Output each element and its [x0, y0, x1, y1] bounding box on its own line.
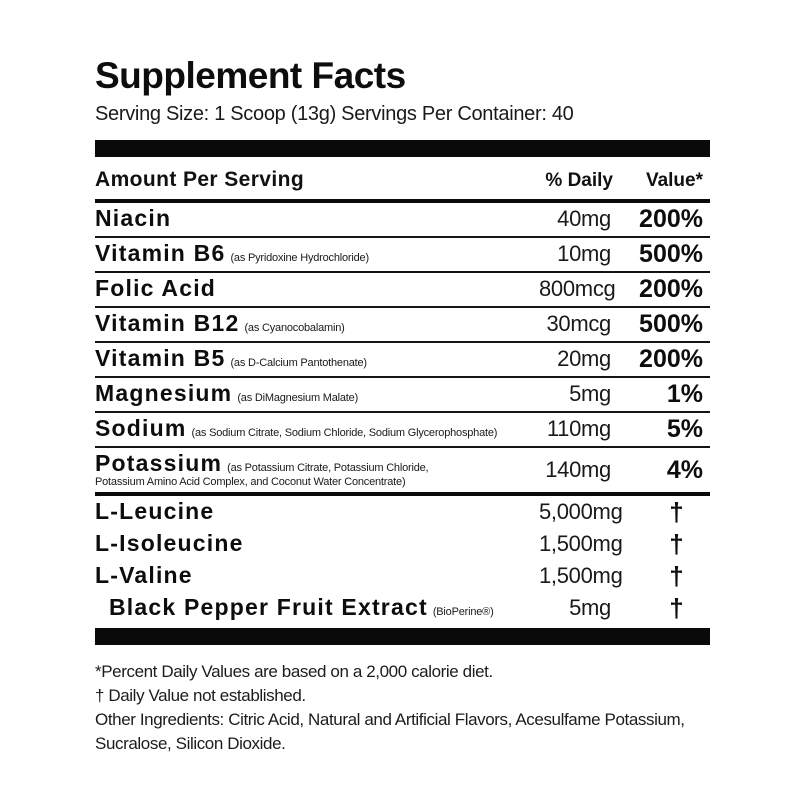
nutrient-name: Niacin	[95, 205, 172, 232]
nutrient-amount: 5mg	[569, 381, 611, 407]
ingredient-name: L-Valine	[95, 562, 193, 589]
nutrient-daily-value: 200%	[639, 204, 703, 233]
nutrient-source-detail: (as Sodium Citrate, Sodium Chloride, Sodium Glycerophosphate)	[191, 427, 498, 440]
percent-daily-header: % Daily	[545, 169, 613, 191]
footnote-other-ingredients-line1: Other Ingredients: Citric Acid, Natural and Artificial Flavors, Acesulfame Potassium,	[95, 710, 685, 730]
nutrient-amount: 30mcg	[546, 311, 611, 337]
nutrient-row-niacin	[95, 203, 710, 238]
value-header: Value*	[645, 169, 703, 191]
ingredient-row-black-pepper-fruit-extract	[95, 592, 710, 624]
nutrient-amount: 110mg	[546, 416, 611, 442]
nutrient-source-detail: (as Pyridoxine Hydrochloride)	[230, 252, 369, 265]
daily-value-dagger: †	[669, 496, 684, 527]
ingredient-amount: 5mg	[569, 595, 611, 621]
ingredient-amount: 5,000mg	[539, 499, 623, 525]
nutrient-name: Folic Acid	[95, 275, 217, 302]
bottom-divider-bar	[95, 628, 710, 645]
footnote-daily-value-not-established: † Daily Value not established.	[95, 686, 306, 706]
amount-per-serving-header: Amount Per Serving	[95, 167, 305, 191]
ingredient-source-detail: (BioPerine®)	[432, 606, 494, 619]
daily-value-dagger: †	[669, 592, 684, 623]
footnote-other-ingredients-line2: Sucralose, Silicon Dioxide.	[95, 734, 286, 754]
ingredient-name: L-Leucine	[95, 498, 215, 525]
nutrient-source-detail-line2: Potassium Amino Acid Complex, and Coconut Water Concentrate)	[95, 476, 406, 489]
nutrient-row-potassium	[95, 448, 710, 496]
ingredient-amount: 1,500mg	[539, 563, 623, 589]
panel-title: Supplement Facts	[95, 55, 406, 96]
nutrient-daily-value: 500%	[639, 309, 703, 338]
nutrient-amount: 10mg	[557, 241, 611, 267]
nutrient-amount: 800mcg	[539, 276, 616, 302]
nutrient-source-detail: (as D-Calcium Pantothenate)	[230, 357, 367, 370]
nutrient-row-magnesium	[95, 378, 710, 413]
nutrient-daily-value: 200%	[639, 344, 703, 373]
nutrient-row-vitamin-b6	[95, 238, 710, 273]
nutrient-daily-value: 200%	[639, 274, 703, 303]
nutrient-amount: 140mg	[545, 457, 611, 483]
nutrient-daily-value: 5%	[666, 414, 703, 443]
nutrient-name: Vitamin B6	[95, 240, 226, 267]
daily-value-dagger: †	[669, 560, 684, 591]
ingredient-amount: 1,500mg	[539, 531, 623, 557]
nutrient-amount: 40mg	[557, 206, 611, 232]
nutrient-name: Sodium	[95, 415, 187, 442]
nutrient-name: Vitamin B5	[95, 345, 226, 372]
nutrient-row-sodium	[95, 413, 710, 448]
nutrient-row-vitamin-b12	[95, 308, 710, 343]
top-divider-bar	[95, 140, 710, 157]
daily-value-dagger: †	[669, 528, 684, 559]
nutrient-daily-value: 1%	[666, 379, 703, 408]
footnote-percent-daily-values: *Percent Daily Values are based on a 2,000 calorie diet.	[95, 662, 493, 682]
nutrient-source-detail: (as Cyanocobalamin)	[244, 322, 345, 335]
ingredient-row-l-valine	[95, 560, 710, 592]
ingredient-row-l-isoleucine	[95, 528, 710, 560]
nutrient-row-vitamin-b5	[95, 343, 710, 378]
column-header-row	[95, 157, 710, 199]
footnotes	[95, 660, 710, 756]
supplement-facts-panel	[95, 57, 710, 756]
nutrient-name: Magnesium	[95, 380, 233, 407]
nutrient-row-folic-acid	[95, 273, 710, 308]
nutrient-source-detail: (as DiMagnesium Malate)	[237, 392, 359, 405]
nutrient-daily-value: 4%	[666, 455, 703, 484]
nutrient-name: Potassium	[95, 449, 223, 476]
nutrient-source-detail: (as Potassium Citrate, Potassium Chloride,	[227, 461, 429, 474]
ingredient-name: Black Pepper Fruit Extract	[109, 594, 428, 621]
nutrient-amount: 20mg	[557, 346, 611, 372]
ingredient-row-l-leucine	[95, 496, 710, 528]
ingredient-name: L-Isoleucine	[95, 530, 244, 557]
nutrient-daily-value: 500%	[639, 239, 703, 268]
nutrient-name: Vitamin B12	[95, 310, 240, 337]
serving-info: Serving Size: 1 Scoop (13g) Servings Per Container: 40	[95, 102, 574, 125]
